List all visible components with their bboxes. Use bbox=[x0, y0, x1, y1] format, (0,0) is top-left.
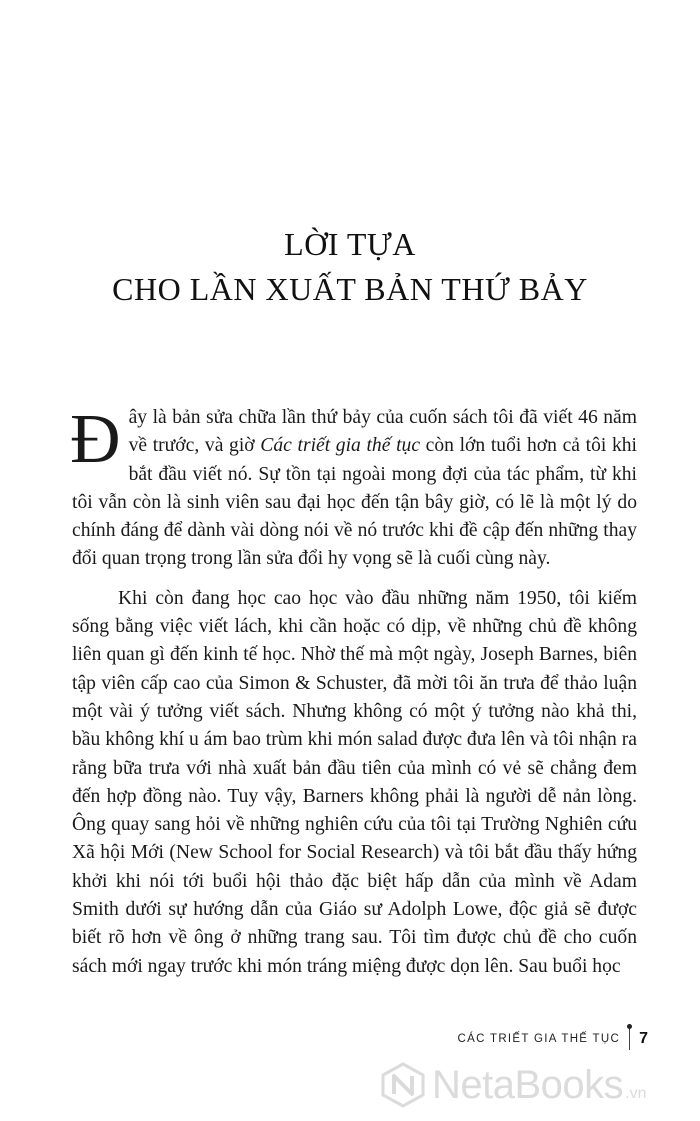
running-head: CÁC TRIẾT GIA THẾ TỤC bbox=[457, 1033, 621, 1045]
watermark-brand: NetaBooks bbox=[432, 1062, 624, 1107]
watermark bbox=[380, 1062, 647, 1108]
watermark-suffix: .vn bbox=[625, 1085, 647, 1102]
chapter-title-line-2: CHO LẦN XUẤT BẢN THỨ BẢY bbox=[112, 271, 588, 307]
footer-divider bbox=[629, 1028, 630, 1050]
page-footer bbox=[458, 1028, 648, 1050]
chapter-title-line-1: LỜI TỰA bbox=[284, 226, 416, 262]
netabooks-logo-icon bbox=[380, 1062, 426, 1108]
body-text bbox=[70, 401, 637, 981]
paragraph-1 bbox=[70, 401, 637, 574]
paragraph-2: Khi còn đang học cao học vào đầu những năm 1950, tôi kiếm sống bằng việc viết lách, khi cần hoặc có dịp, về những chủ đề không liên quan gì đến kinh tế học. Nhờ thế mà một ngày, Joseph Barnes, biên tập viên cấp cao của Simon & Schuster, đã mời tôi ăn trưa để thảo luận một vài ý tưởng viết sách. Nhưng không có một ý tưởng nào khả thi, bầu không khí u ám bao trùm khi món salad được đưa lên và tôi nhận ra rằng bữa trưa với nhà xuất bản đầu tiên của mình có vẻ sẽ chẳng đem đến hợp đồng nào. Tuy vậy, Barners không phải là người dễ nản lòng. Ông quay sang hỏi về những nghiên cứu của tôi tại Trường Nghiên cứu Xã hội Mới (New School for Social Research) và tôi bắt đầu thấy hứng khởi khi nói tới buổi hội thảo đặc biệt hấp dẫn của mình về Adam Smith dưới sự hướng dẫn của Giáo sư Adolph Lowe, độc giả sẽ được biết rõ hơn về ông ở những trang sau. Tôi tìm được chủ đề cho cuốn sách mới ngay trước khi món tráng miệng được dọn lên. Sau buổi học bbox=[72, 587, 637, 977]
paragraph-1-text-b: còn lớn tuổi hơn cả tôi khi bắt đầu viết nó. Sự tồn tại ngoài mong đợi của tác phẩm, từ khi tôi vẫn còn là sinh viên sau đại học đến tận bây giờ, có lẽ là một lý do chính đáng để dành vài dòng nói về nó trước khi đề cập đến những thay đổi quan trọng trong lần sửa đổi hy vọng sẽ là cuối cùng này. bbox=[72, 435, 637, 570]
drop-cap: Đ bbox=[70, 401, 121, 478]
paragraph-1-text-a: ây là bản sửa chữa lần thứ bảy của cuốn sách tôi đã viết 46 năm về trước, và giờ bbox=[128, 407, 637, 457]
page-number: 7 bbox=[639, 1030, 648, 1047]
book-title-italic: Các triết gia thế tục bbox=[260, 435, 421, 457]
